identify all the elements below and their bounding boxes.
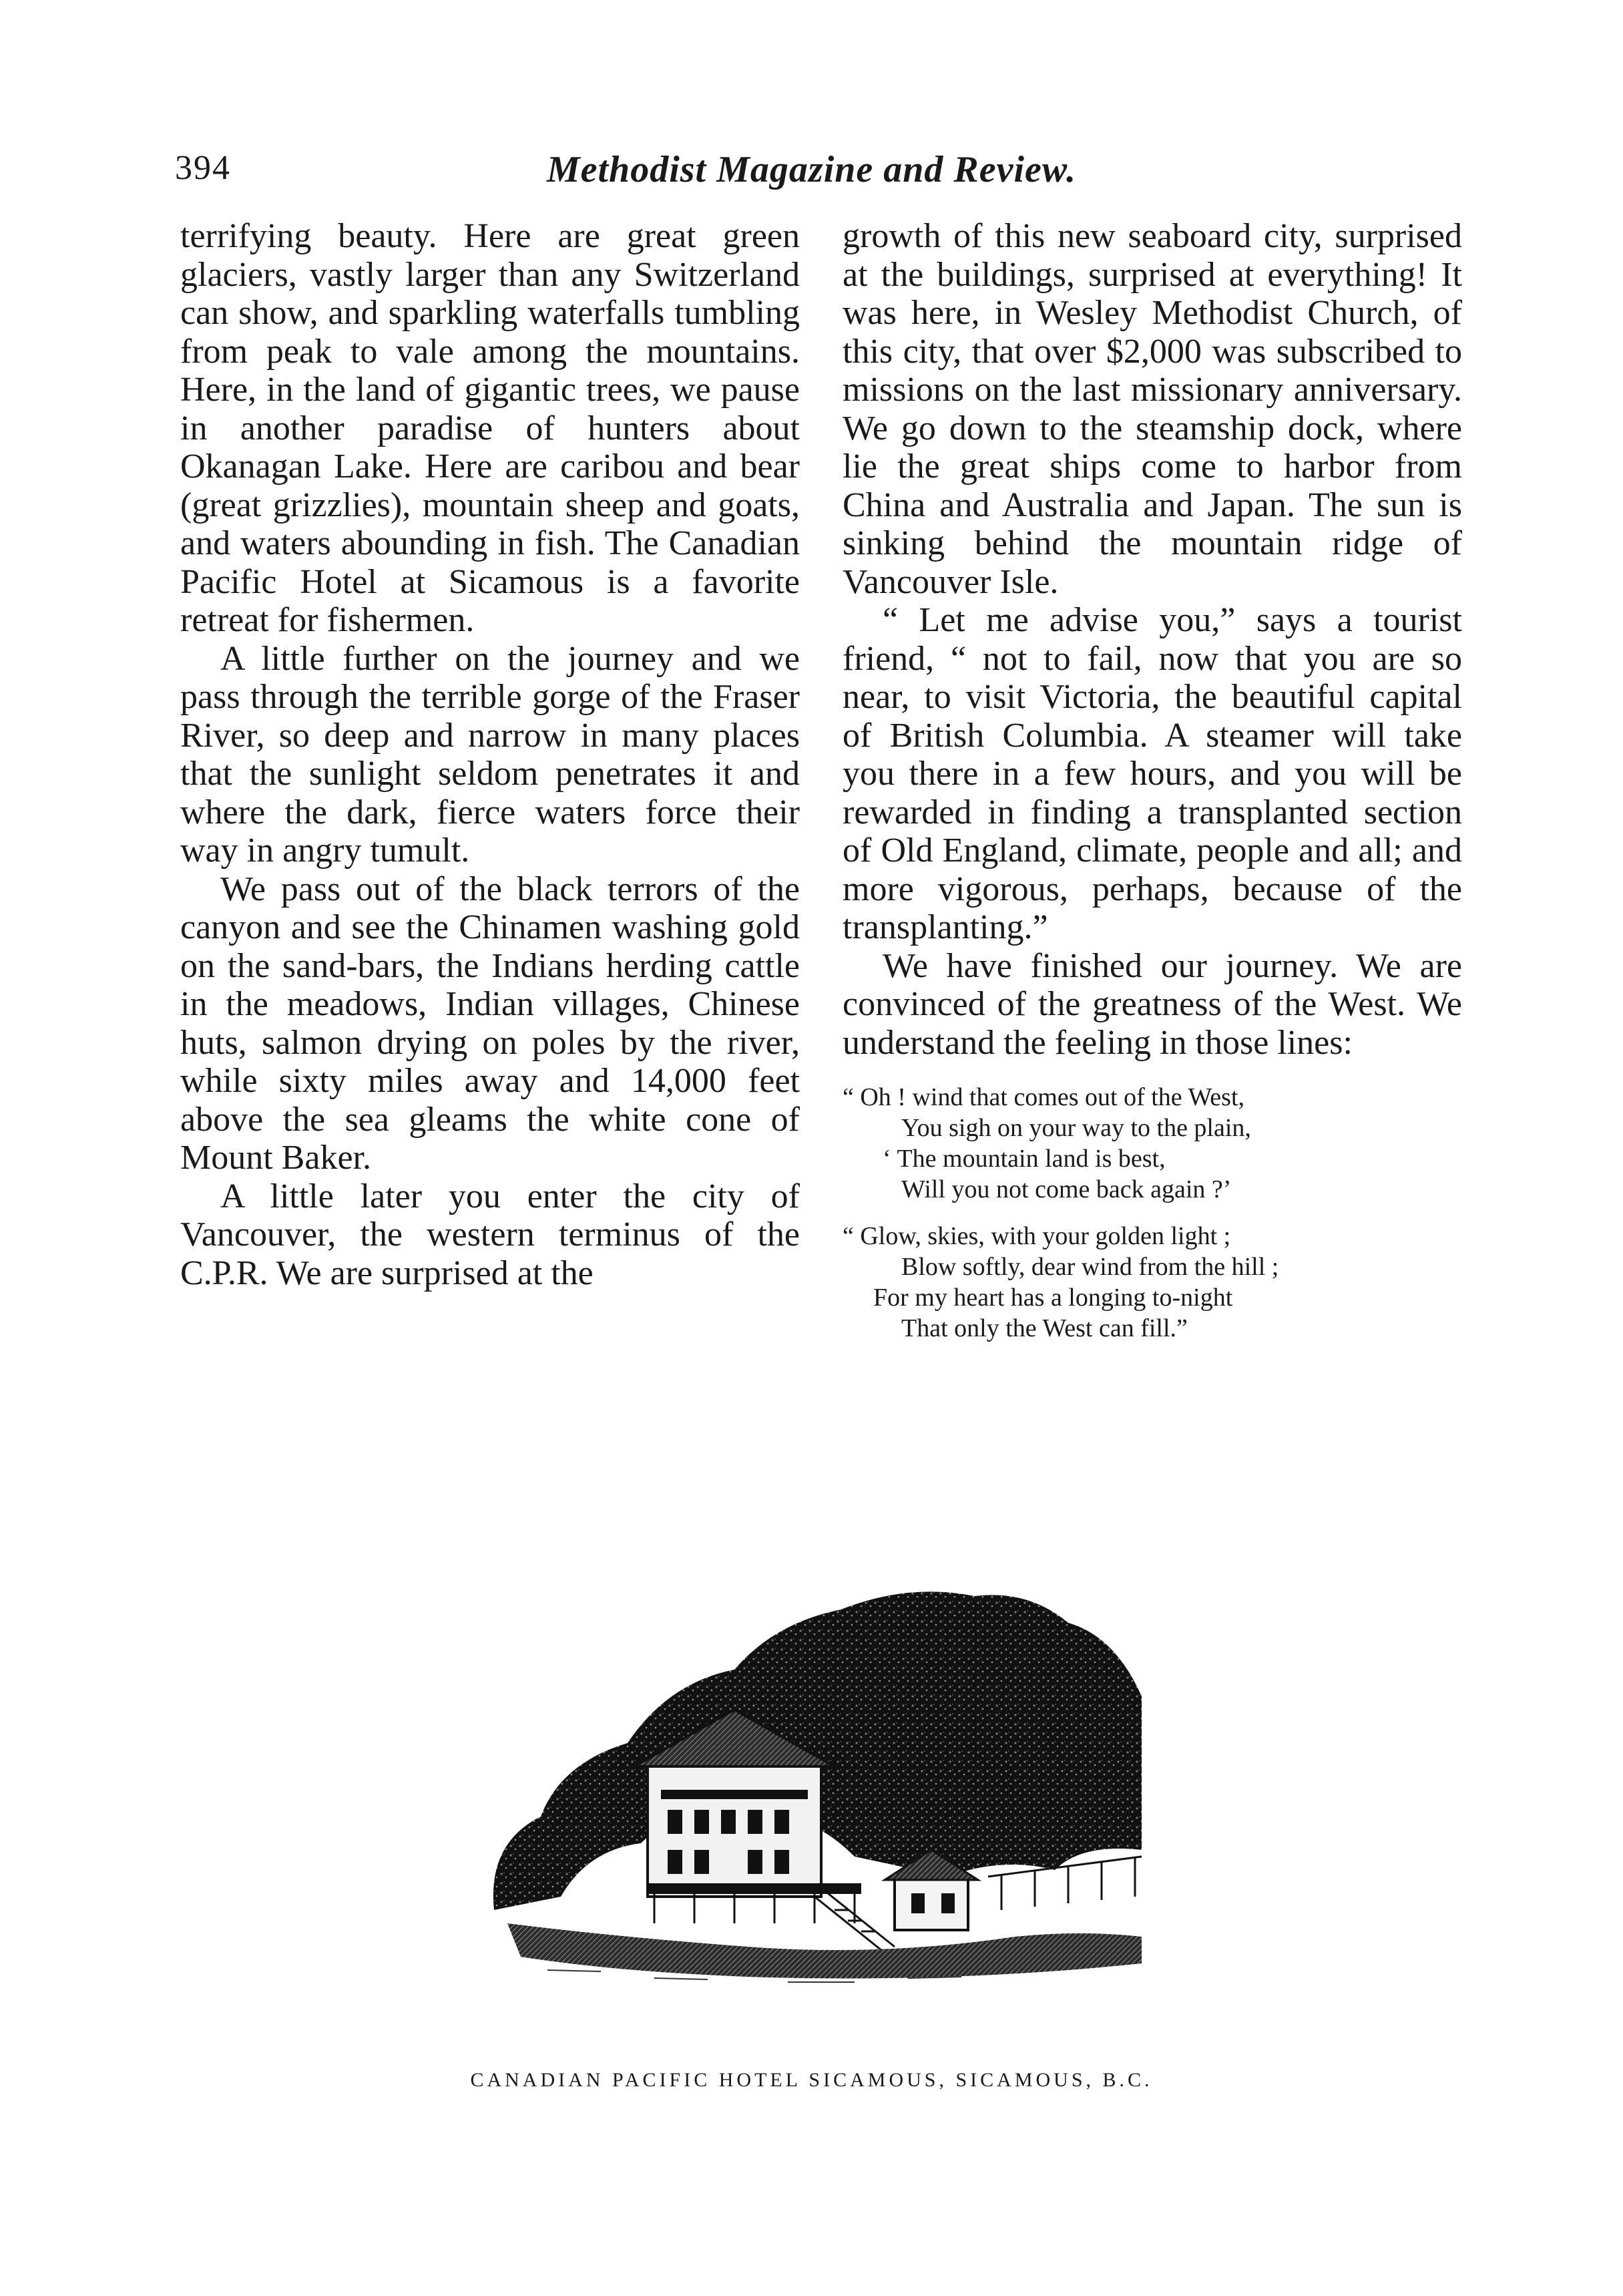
poem-line: For my heart has a longing to-night [873, 1284, 1233, 1312]
paragraph: We have finished our journey. We are convinced of the greatness of the West. We understand the feeling in those lines: [843, 946, 1462, 1062]
left-column [180, 217, 800, 1292]
poem-line: Will you not come back again ?’ [901, 1175, 1232, 1203]
figure-caption: CANADIAN PACIFIC HOTEL SICAMOUS, SICAMOUS, B.C. [470, 2069, 1153, 2091]
poem-line: That only the West can fill.” [901, 1314, 1188, 1342]
poem-line: “ Oh ! wind that comes out of the West, [843, 1083, 1245, 1111]
paragraph: We pass out of the black terrors of the canyon and see the Chinamen washing gold on the sand-bars, the Indians herding cattle in the meadows, Indian villages, Chinese huts, salmon drying on poles by the river, while sixty miles away and 14,000 feet above the sea gleams the white cone of Mount Baker. [180, 870, 800, 1177]
poem-stanza [843, 1221, 1462, 1344]
poem-line: Blow softly, dear wind from the hill ; [901, 1253, 1279, 1281]
right-column [843, 217, 1462, 1360]
poem-line: You sigh on your way to the plain, [901, 1114, 1251, 1142]
poem-line: ‘ The mountain land is best, [883, 1145, 1166, 1173]
paragraph: “ Let me advise you,” says a tourist friend, “ not to fail, now that you are so near, to visit Victoria, the beautiful capital of British Columbia. A steamer will take you there in a few hours, and you will be rewarded in finding a transplanted section of Old England, climate, people and all; and more vigorous, perhaps, because of the transplanting.” [843, 601, 1462, 946]
paragraph: terrifying beauty. Here are great green glaciers, vastly larger than any Switzerland can show, and sparkling waterfalls tumbling from peak to vale among the mountains. Here, in the land of gigantic trees, we pause in another paradise of hunters about Okanagan Lake. Here are caribou and bear (great grizzlies), mountain sheep and goats, and waters abounding in fish. The Canadian Pacific Hotel at Sicamous is a favorite retreat for fishermen. [180, 217, 800, 639]
poem-stanza [843, 1082, 1462, 1205]
paragraph: growth of this new seaboard city, surprised at the buildings, surprised at everything! It was here, in Wesley Methodist Church, of this city, that over $2,000 was subscribed to missions on the last missionary anniversary. We go down to the steamship dock, where lie the great ships come to harbor from China and Australia and Japan. The sun is sinking behind the mountain ridge of Vancouver Isle. [843, 217, 1462, 601]
page-number: 394 [175, 149, 231, 187]
poem [843, 1082, 1462, 1344]
running-head: Methodist Magazine and Review. [546, 149, 1077, 190]
paragraph: A little further on the journey and we pass through the terrible gorge of the Fraser River, so deep and narrow in many places that the sunlight seldom penetrates it and where the dark, fierce waters force their way in angry tumult. [180, 639, 800, 870]
hotel-engraving [481, 1563, 1148, 1990]
poem-line: “ Glow, skies, with your golden light ; [843, 1222, 1231, 1250]
paragraph: A little later you enter the city of Vancouver, the western terminus of the C.P.R. We are surprised at the [180, 1177, 800, 1292]
